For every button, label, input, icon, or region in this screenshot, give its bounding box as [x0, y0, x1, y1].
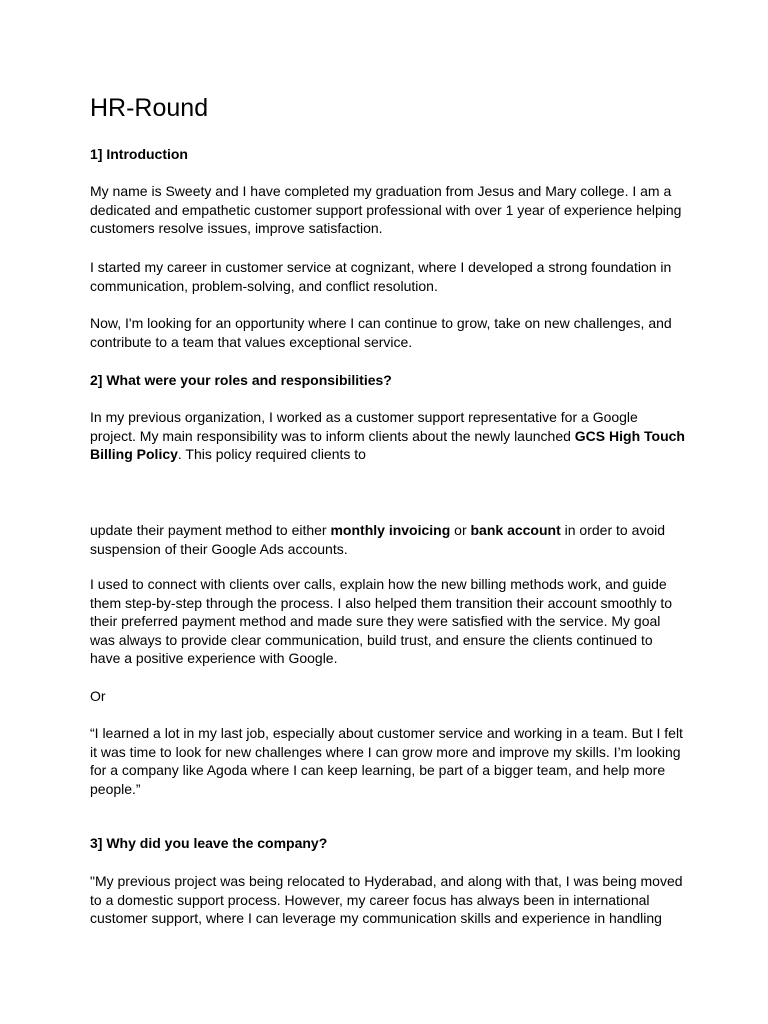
bold-text-bank-account: bank account [470, 522, 561, 538]
paragraph-roles-1 [90, 408, 686, 464]
paragraph-introduction-2: I started my career in customer service at cognizant, where I developed a strong foundation in communication, problem-solving, and conflict resolution. [90, 259, 672, 294]
bold-text-policy: GCS High Touch Billing Policy [90, 427, 685, 463]
text-run: . This policy required clients to [177, 446, 366, 463]
paragraph-leaving-1: "My previous project was being relocated to Hyderabad, and along with that, I was being moved to a domestic support process. However, my career focus has always been in international customer support, where I can leverage my communication skills and experience in handling [90, 873, 683, 927]
paragraph-introduction-3: Now, I'm looking for an opportunity where I can continue to grow, take on new challenges, and contribute to a team that values exceptional service. [90, 315, 672, 350]
paragraph-alternative-answer: “I learned a lot in my last job, especially about customer service and working in a team. But I felt it was time to look for new challenges where I can grow more and improve my skills. I’m looking for a company like Agoda where I can keep learning, be part of a bigger team, and help more people.” [90, 725, 683, 797]
bold-text-monthly-invoicing: monthly invoicing [330, 522, 451, 538]
text-run: in order to avoid suspension of their Google Ads accounts. [90, 522, 666, 557]
paragraph-roles-2 [90, 521, 686, 558]
paragraph-introduction-1: My name is Sweety and I have completed my graduation from Jesus and Mary college. I am a dedicated and empathetic customer support professional with over 1 year of experience helping customers resolve issues, improve satisfaction. [90, 183, 682, 237]
paragraph-or: Or [90, 688, 106, 704]
document-title: HR-Round [90, 94, 209, 122]
section-heading-introduction: 1] Introduction [90, 146, 188, 162]
section-heading-roles: 2] What were your roles and responsibilities? [90, 372, 392, 388]
text-run: or [450, 522, 471, 538]
text-run: In my previous organization, I worked as a customer support representative for a Google project. My main responsibility was to inform clients about the newly launched [90, 409, 638, 444]
section-heading-leaving: 3] Why did you leave the company? [90, 835, 328, 851]
paragraph-roles-3: I used to connect with clients over calls, explain how the new billing methods work, and guide them step-by-step through the process. I also helped them transition their account smoothly to their preferred payment method and made sure they were satisfied with the service. My goal was always to provide clear communication, build trust, and ensure the clients continued to have a positive experience with Google. [90, 576, 673, 667]
text-run: update their payment method to either [90, 522, 331, 538]
